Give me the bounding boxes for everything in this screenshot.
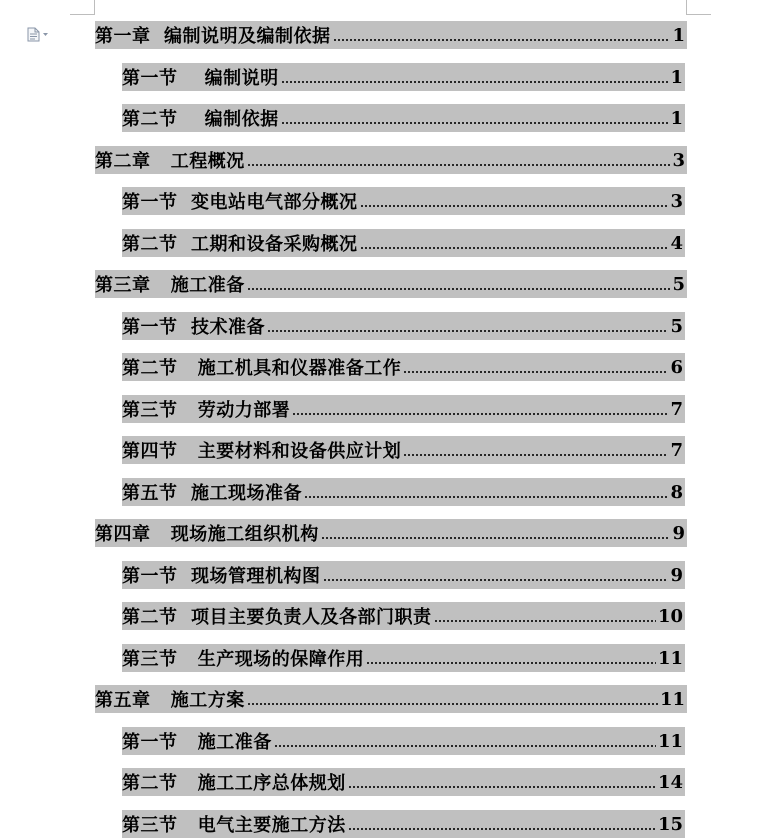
toc-section-entry[interactable]	[122, 229, 685, 257]
toc-page-number: 8	[670, 481, 683, 503]
toc-dot-leader	[247, 288, 671, 290]
toc-entry-label: 第二节 编制依据	[122, 109, 279, 130]
toc-entry-label: 第二章 工程概况	[95, 151, 245, 172]
toc-page-number: 7	[670, 398, 683, 420]
toc-page-number: 1	[672, 24, 685, 46]
toc-section-entry[interactable]	[122, 187, 685, 215]
toc-page-number: 11	[657, 730, 683, 752]
dropdown-arrow-icon	[43, 33, 48, 36]
toc-dot-leader	[348, 786, 656, 788]
toc-page-number: 14	[657, 771, 683, 793]
toc-page-number: 5	[672, 273, 685, 295]
toc-dot-leader	[267, 330, 668, 332]
toc-section-entry[interactable]	[122, 436, 685, 464]
toc-page-number: 1	[670, 107, 683, 129]
toc-section-entry[interactable]	[122, 104, 685, 132]
toc-entry-label: 第二节 项目主要负责人及各部门职责	[122, 607, 432, 628]
toc-chapter-entry[interactable]	[95, 685, 687, 713]
toc-entry-label: 第一节 施工准备	[122, 732, 272, 753]
toc-dot-leader	[281, 81, 669, 83]
toc-chapter-entry[interactable]	[95, 270, 687, 298]
toc-page-number: 9	[672, 522, 685, 544]
toc-section-entry[interactable]	[122, 644, 685, 672]
toc-section-entry[interactable]	[122, 810, 685, 838]
toc-section-entry[interactable]	[122, 727, 685, 755]
toc-dot-leader	[247, 164, 671, 166]
toc-section-entry[interactable]	[122, 312, 685, 340]
toc-page-number: 3	[672, 149, 685, 171]
toc-section-entry[interactable]	[122, 478, 685, 506]
toc-section-entry[interactable]	[122, 602, 685, 630]
toc-section-entry[interactable]	[122, 561, 685, 589]
toc-entry-label: 第四节 主要材料和设备供应计划	[122, 441, 402, 462]
toc-entry-label: 第二节 施工工序总体规划	[122, 773, 346, 794]
toc-dot-leader	[366, 662, 656, 664]
toc-dot-leader	[304, 496, 668, 498]
toc-chapter-entry[interactable]	[95, 21, 687, 49]
paragraph-options-button[interactable]	[27, 26, 51, 42]
toc-dot-leader	[403, 454, 668, 456]
toc-page-number: 11	[659, 688, 685, 710]
toc-page-number: 10	[657, 605, 683, 627]
toc-entry-label: 第三节 生产现场的保障作用	[122, 649, 365, 670]
page-corner-mark-right	[686, 0, 711, 15]
toc-page-number: 15	[657, 813, 683, 835]
toc-chapter-entry[interactable]	[95, 519, 687, 547]
toc-chapter-entry[interactable]	[95, 146, 687, 174]
toc-page-number: 9	[670, 564, 683, 586]
toc-entry-label: 第一节 技术准备	[122, 317, 266, 338]
toc-dot-leader	[247, 703, 658, 705]
toc-entry-label: 第二节 施工机具和仪器准备工作	[122, 358, 402, 379]
toc-dot-leader	[281, 122, 669, 124]
toc-entry-label: 第四章 现场施工组织机构	[95, 524, 319, 545]
toc-entry-label: 第一节 变电站电气部分概况	[122, 192, 358, 213]
toc-entry-label: 第一节 编制说明	[122, 68, 279, 89]
toc-entry-label: 第一章 编制说明及编制依据	[95, 26, 331, 47]
toc-entry-label: 第二节 工期和设备采购概况	[122, 234, 358, 255]
toc-dot-leader	[403, 371, 668, 373]
toc-dot-leader	[274, 745, 656, 747]
toc-section-entry[interactable]	[122, 768, 685, 796]
toc-dot-leader	[321, 537, 671, 539]
toc-entry-label: 第三章 施工准备	[95, 275, 245, 296]
toc-dot-leader	[360, 205, 669, 207]
toc-dot-leader	[348, 828, 656, 830]
toc-dot-leader	[292, 413, 668, 415]
toc-page-number: 3	[670, 190, 683, 212]
toc-entry-label: 第五节 施工现场准备	[122, 483, 303, 504]
toc-dot-leader	[434, 620, 656, 622]
toc-dot-leader	[333, 39, 671, 41]
toc-page-number: 1	[670, 66, 683, 88]
toc-entry-label: 第三节 劳动力部署	[122, 400, 291, 421]
toc-dot-leader	[323, 579, 669, 581]
toc-entry-label: 第五章 施工方案	[95, 690, 245, 711]
toc-entry-label: 第一节 现场管理机构图	[122, 566, 321, 587]
toc-page-number: 5	[670, 315, 683, 337]
toc-page-number: 7	[670, 439, 683, 461]
toc-page-number: 6	[670, 356, 683, 378]
toc-page-number: 4	[670, 232, 683, 254]
toc-dot-leader	[360, 247, 669, 249]
toc-entry-label: 第三节 电气主要施工方法	[122, 815, 346, 836]
page-corner-mark-left	[70, 0, 95, 15]
toc-section-entry[interactable]	[122, 63, 685, 91]
document-icon	[27, 27, 40, 42]
toc-page-number: 11	[657, 647, 683, 669]
toc-section-entry[interactable]	[122, 353, 685, 381]
toc-section-entry[interactable]	[122, 395, 685, 423]
